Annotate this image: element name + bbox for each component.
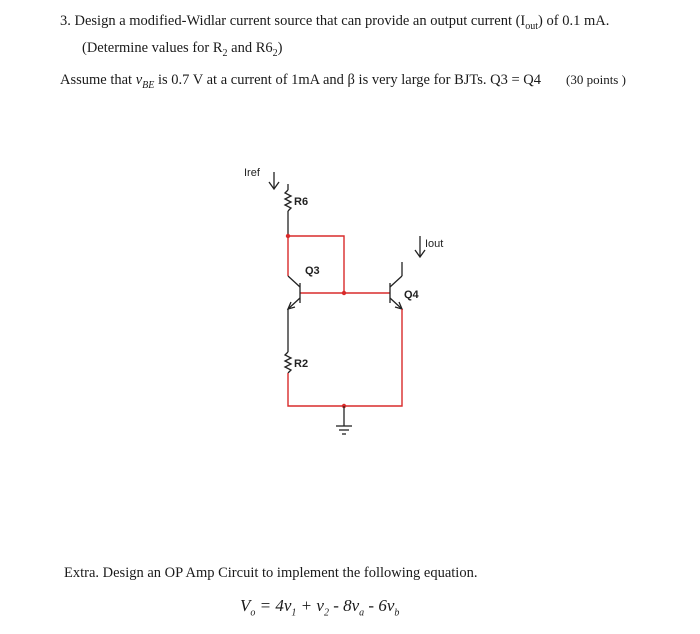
question-text: 3. Design a modified-Widlar current source that can provide an output current (I <box>60 13 526 29</box>
r6-label: R6 <box>294 196 309 208</box>
ground-icon <box>336 406 352 434</box>
junction-dot <box>286 234 290 238</box>
iout-subscript: out <box>525 20 539 32</box>
points-label: (30 points ) <box>566 72 626 87</box>
determine-text: (Determine values for R <box>82 40 223 56</box>
determine-end: ) <box>277 40 283 56</box>
r2-subscript: 2 <box>222 47 228 59</box>
q4-transistor <box>390 262 402 309</box>
assume-text: Assume that <box>60 72 136 88</box>
question-text-end: ) of 0.1 mA. <box>538 13 610 29</box>
iout-label: Iout <box>425 238 444 250</box>
eq-term4: - 6v <box>364 596 395 615</box>
vbe-subscript: BE <box>142 79 155 91</box>
op-amp-equation <box>240 596 399 618</box>
r6-resistor <box>285 184 291 236</box>
iout-arrow-icon <box>415 236 425 257</box>
q3-label: Q3 <box>305 265 320 277</box>
vbe-symbol: v <box>135 72 143 88</box>
determine-mid: and R6 <box>227 40 273 56</box>
r6-subscript: 2 <box>272 47 278 59</box>
junction-dot <box>342 291 346 295</box>
eq-term4-sub: b <box>394 607 400 619</box>
eq-term1-sub: 1 <box>291 607 297 619</box>
r2-resistor <box>285 309 291 373</box>
q3-collector-base-wire <box>288 236 390 293</box>
iref-label: Iref <box>244 167 260 179</box>
iref-arrow-icon <box>269 172 279 189</box>
eq-term3-sub: a <box>359 607 365 619</box>
eq-term3: - 8v <box>328 596 360 615</box>
q3-transistor <box>288 276 300 309</box>
q4-label: Q4 <box>404 289 419 301</box>
extra-question: Extra. Design an OP Amp Circuit to implement the following equation. <box>64 565 478 581</box>
eq-term1: = 4v <box>255 596 292 615</box>
eq-vo: V <box>240 596 251 615</box>
r2-label: R2 <box>294 358 309 370</box>
eq-term2-sub: 2 <box>323 607 329 619</box>
eq-term2: + v <box>296 596 324 615</box>
eq-vo-sub: o <box>250 607 256 619</box>
assume-text-end: is 0.7 V at a current of 1mA and β is very large for BJTs. Q3 = Q4 <box>154 72 542 88</box>
